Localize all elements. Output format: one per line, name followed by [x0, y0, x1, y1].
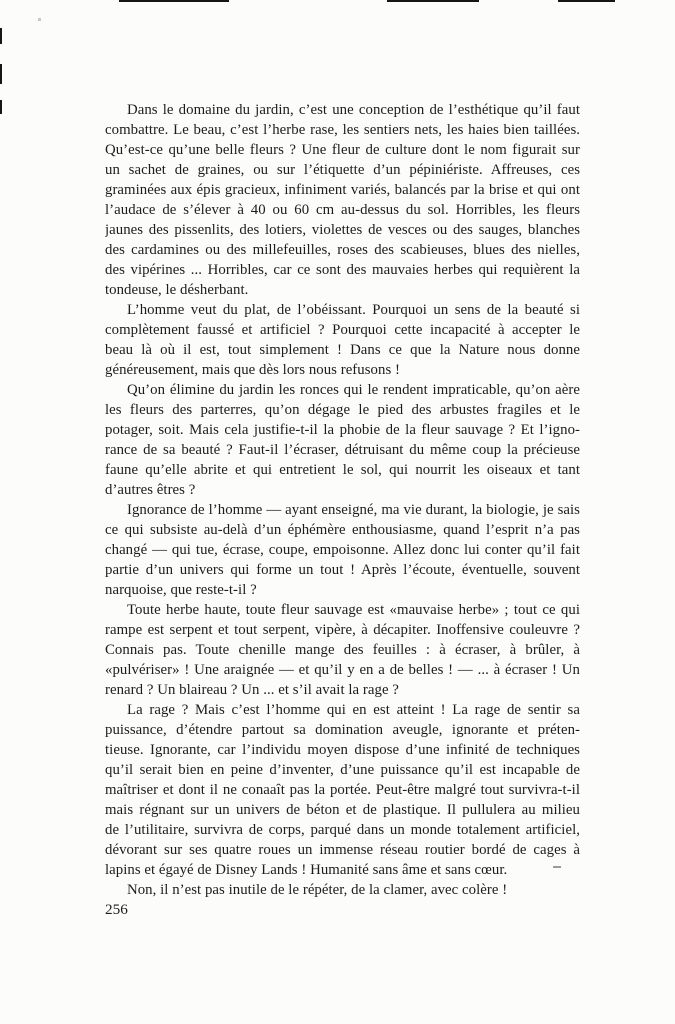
- text-line: d’autres êtres ?: [105, 482, 196, 498]
- text-line: changé — qui tue, écrase, coupe, empoisonne. Allez donc lui conter qu’il fait: [105, 542, 580, 558]
- text-line: rampe est serpent et tout serpent, vipère, à décapiter. Inoffensive couleuvre ?: [105, 622, 580, 638]
- text-line: L’homme veut du plat, de l’obéissant. Pourquoi un sens de la beauté si: [127, 302, 580, 318]
- text-line: complètement faussé et artificiel ? Pourquoi cette incapacité à accepter le: [105, 322, 580, 338]
- text-line: faune qu’elle abrite et qui entretient le sol, qui nourrit les oiseaux et tant: [105, 462, 580, 478]
- scan-artifact: [0, 100, 2, 114]
- scan-artifact: [119, 0, 229, 2]
- scan-artifact: [387, 0, 479, 2]
- text-line: Ignorance de l’homme — ayant enseigné, ma vie durant, la biologie, je sais: [127, 502, 580, 518]
- scan-artifact: [0, 64, 2, 84]
- text-line: les fleurs des parterres, qu’on dégage le pied des arbustes fragiles et le: [105, 402, 580, 418]
- paragraph: [105, 880, 580, 900]
- paragraph: [105, 600, 580, 700]
- text-line: beau là où il est, tout simplement ! Dans ce que la Nature nous donne: [105, 342, 580, 358]
- text-line: La rage ? Mais c’est l’homme qui en est atteint ! La rage de sentir sa: [127, 702, 580, 718]
- text-line: lapins et égayé de Disney Lands ! Humanité sans âme et sans cœur.: [105, 862, 508, 878]
- text-line: puissance, d’étendre partout sa domination aveugle, ignorante et préten-: [105, 722, 580, 738]
- text-line: Qu’on élimine du jardin les ronces qui le rendent impraticable, qu’on aère: [127, 382, 580, 398]
- scan-artifact: [38, 18, 41, 21]
- text-line: maîtriser et dont il ne conaaît pas la portée. Peut-être malgré tout survivra-t-il: [105, 782, 580, 798]
- text-line: rance de sa beauté ? Faut-il l’écraser, détruisant du même coup la précieuse: [105, 442, 580, 458]
- text-line: mais régnant sur un univers de béton et de plastique. Il pullulera au milieu: [105, 802, 580, 818]
- paragraph: [105, 500, 580, 600]
- paragraph: [105, 300, 580, 380]
- page-number: 256: [105, 901, 128, 918]
- text-line: Toute herbe haute, toute fleur sauvage est «mauvaise herbe» ; tout ce qui: [127, 602, 580, 618]
- text-line: narquoise, que reste-t-il ?: [105, 582, 257, 598]
- text-line: qu’il serait bien en peine d’inventer, d’une puissance qu’il est incapable de: [105, 762, 580, 778]
- text-line: «pulvériser» ! Une araignée — et qu’il y en a de belles ! — ... à écraser ! Un: [105, 662, 580, 678]
- text-line: des vipérines ... Horribles, car ce sont des mauvaies herbes qui requièrent la: [105, 262, 580, 278]
- text-line: de l’utilitaire, survivra de corps, parqué dans un monde totalement artificiel,: [105, 822, 580, 838]
- scan-artifact: [0, 28, 2, 44]
- paragraph: [105, 100, 580, 300]
- text-line: Qu’est-ce qu’une belle fleurs ? Une fleur de culture dont le nom figurait sur: [105, 142, 580, 158]
- scan-artifact: [558, 0, 615, 2]
- text-line: tieuse. Ignorante, car l’individu moyen dispose d’une infinité de techniques: [105, 742, 580, 758]
- text-line: renard ? Un blaireau ? Un ... et s’il avait la rage ?: [105, 682, 399, 698]
- text-line: l’audace de s’élever à 40 ou 60 cm au-dessus du sol. Horribles, les fleurs: [105, 202, 580, 218]
- text-line: un sachet de graines, ou sur l’étiquette d’un pépiniériste. Affreuses, ces: [105, 162, 580, 178]
- text-line: ce qui subsiste au-delà d’un éphémère enthousiasme, quand l’esprit n’a pas: [105, 522, 580, 538]
- text-line: potager, soit. Mais cela justifie-t-il la phobie de la fleur sauvage ? Et l’igno-: [105, 422, 580, 438]
- text-line: partie d’un univers qui forme un tout ! Après l’écoute, éventuelle, souvent: [105, 562, 580, 578]
- text-line: Dans le domaine du jardin, c’est une conception de l’esthétique qu’il faut: [127, 102, 580, 118]
- text-line: graminées aux épis gracieux, infiniment variés, balancés par la brise et qui ont: [105, 182, 580, 198]
- text-line: généreusement, mais que dès lors nous refusons !: [105, 362, 400, 378]
- text-line: des cardamines ou des millefeuilles, roses des scabieuses, blues des nielles,: [105, 242, 580, 258]
- text-line: tondeuse, le désherbant.: [105, 282, 249, 298]
- text-line: jaunes des pissenlits, des lotiers, violettes de vesces ou des sauges, blanches: [105, 222, 580, 238]
- text-line: dévorant sur ses quatre roues un immense réseau routier bordé de cages à: [105, 842, 580, 858]
- text-block: [105, 100, 580, 920]
- paragraph: [105, 700, 580, 880]
- text-line: combattre. Le beau, c’est l’herbe rase, les sentiers nets, les haies bien taillées.: [105, 122, 580, 138]
- text-line: Non, il n’est pas inutile de le répéter, de la clamer, avec colère !: [127, 882, 508, 898]
- text-line: Connais pas. Toute chenille mange des feuilles : à écraser, à brûler, à: [105, 642, 580, 658]
- paragraph: [105, 380, 580, 500]
